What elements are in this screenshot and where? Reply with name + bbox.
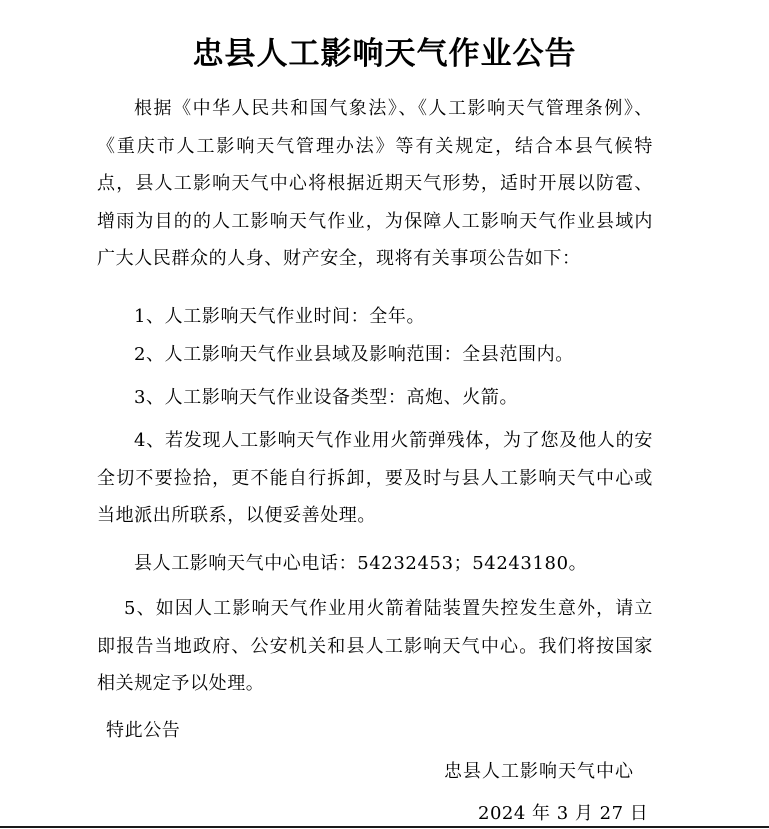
list-item-4: 4、若发现人工影响天气作业用火箭弹残体，为了您及他人的安全切不要捡拾，更不能自行拆卸，要及时与县人工影响天气中心或当地派出所联系，以便妥善处理。 bbox=[97, 430, 653, 526]
signature-organization: 忠县人工影响天气中心 bbox=[444, 761, 634, 782]
notice-date: 2024 年 3 月 27 日 bbox=[478, 803, 649, 824]
closing-text: 特此公告 bbox=[106, 720, 181, 741]
phone-line: 县人工影响天气中心电话：54232453；54243180。 bbox=[134, 553, 588, 574]
bottom-divider bbox=[0, 826, 769, 828]
page-title: 忠县人工影响天气作业公告 bbox=[192, 36, 577, 72]
list-item-1: 1、人工影响天气作业时间：全年。 bbox=[134, 306, 426, 327]
list-item-2: 2、人工影响天气作业县域及影响范围：全县范围内。 bbox=[134, 344, 574, 365]
list-item-5: 5、如因人工影响天气作业用火箭着陆装置失控发生意外，请立即报告当地政府、公安机关和县人工影响天气中心。我们将按国家相关规定予以处理。 bbox=[97, 598, 653, 694]
intro-paragraph: 根据《中华人民共和国气象法》、《人工影响天气管理条例》、《重庆市人工影响天气管理办法》等有关规定，结合本县气候特点，县人工影响天气中心将根据近期天气形势，适时开展以防雹、增雨为目的的人工影响天气作业，为保障人工影响天气作业县域内广大人民群众的人身、财产安全，现将有关事项公告如下： bbox=[97, 98, 653, 269]
list-item-3: 3、人工影响天气作业设备类型：高炮、火箭。 bbox=[134, 387, 519, 408]
